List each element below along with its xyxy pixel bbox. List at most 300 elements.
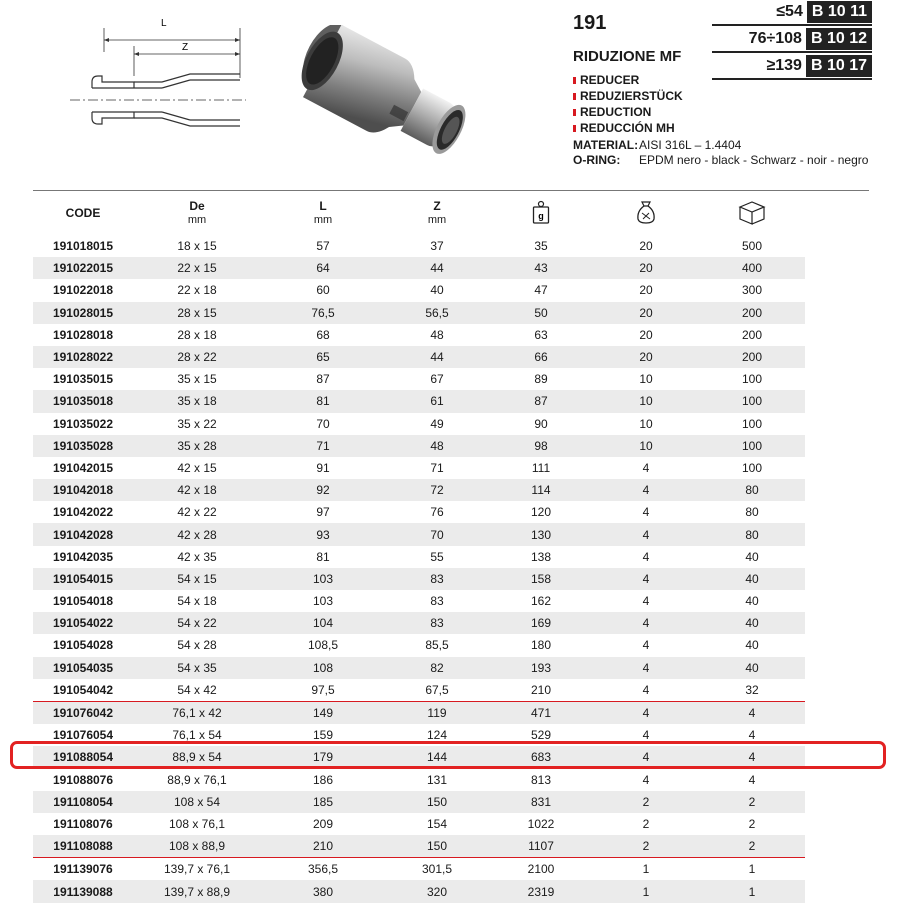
cell-weight: 138 [530, 549, 552, 564]
cell-weight: 43 [489, 257, 593, 279]
cell-weight: 114 [489, 479, 593, 501]
cell-spacer [805, 457, 869, 479]
translation-item [573, 88, 683, 104]
cell-box-qty: 4 [748, 772, 756, 787]
cell-box-qty: 40 [699, 612, 805, 634]
cell-bag-qty: 10 [593, 435, 699, 457]
cell-z: 320 [385, 880, 489, 902]
cell-l: 60 [316, 283, 330, 298]
cell-l: 91 [316, 460, 330, 475]
table-row [33, 590, 869, 612]
size-badges [712, 0, 872, 81]
table-row [33, 701, 869, 724]
cell-l: 97 [316, 505, 330, 520]
translation-item [573, 120, 683, 136]
cell-box-qty: 40 [745, 549, 759, 564]
cell-l: 108 [261, 657, 385, 679]
cell-z: 83 [385, 612, 489, 634]
cell-box-qty: 200 [699, 302, 805, 324]
table-row [33, 257, 869, 279]
box-icon [737, 199, 767, 225]
oring-row [573, 153, 873, 168]
cell-bag-qty: 4 [642, 549, 650, 564]
cell-spacer [805, 634, 869, 656]
cell-code: 191139088 [33, 880, 133, 902]
cell-bag-qty: 10 [639, 416, 653, 431]
cell-z: 85,5 [425, 638, 449, 653]
cell-z: 40 [430, 283, 444, 298]
cell-z: 119 [385, 701, 489, 724]
cell-l: 380 [261, 880, 385, 902]
cell-box-qty: 2 [699, 835, 805, 858]
cell-z: 76 [430, 505, 444, 520]
cell-code: 191028022 [33, 346, 133, 368]
cell-bag-qty: 2 [642, 816, 650, 831]
label-l: L [161, 18, 167, 29]
cell-box-qty: 1 [699, 880, 805, 902]
cell-z: 61 [385, 390, 489, 412]
cell-bag-qty: 4 [593, 657, 699, 679]
cell-box-qty: 80 [699, 479, 805, 501]
cell-box-qty: 2 [699, 791, 805, 813]
cell-code: 191028018 [52, 327, 114, 342]
cell-de: 139,7 x 76,1 [133, 858, 261, 881]
cell-z: 83 [385, 568, 489, 590]
translation-item [573, 104, 683, 120]
cell-l: 103 [312, 594, 334, 609]
cell-spacer [805, 568, 869, 590]
table-body [33, 235, 869, 903]
cell-spacer [805, 346, 869, 368]
bullet-icon [573, 93, 576, 100]
cell-weight: 98 [489, 435, 593, 457]
table-row [33, 413, 869, 435]
cell-de: 28 x 18 [177, 327, 217, 342]
cell-l: 65 [261, 346, 385, 368]
product-photo [275, 25, 485, 165]
cell-z: 131 [426, 772, 448, 787]
cell-code: 191054042 [52, 682, 114, 697]
cell-weight: 210 [530, 682, 552, 697]
cell-weight: 89 [534, 372, 548, 387]
cell-code: 191035022 [52, 416, 114, 431]
cell-box-qty: 100 [699, 390, 805, 412]
cell-bag-qty: 20 [593, 346, 699, 368]
cell-spacer [805, 612, 869, 634]
cell-code: 191035028 [33, 435, 133, 457]
table-row [33, 679, 869, 702]
cell-l: 104 [261, 612, 385, 634]
cell-z: 150 [385, 835, 489, 858]
translation-text: REDUCCIÓN MH [580, 121, 675, 135]
cell-box-qty: 200 [699, 346, 805, 368]
cell-weight: 169 [489, 612, 593, 634]
table-row [33, 634, 869, 656]
cell-l: 356,5 [261, 858, 385, 881]
cell-spacer [805, 302, 869, 324]
cell-z: 144 [385, 746, 489, 768]
table-row [33, 457, 869, 479]
translation-text: REDUCER [580, 73, 640, 87]
cell-code: 191054015 [33, 568, 133, 590]
highlight-box [10, 741, 886, 769]
cell-box-qty: 400 [699, 257, 805, 279]
cell-l: 68 [316, 327, 330, 342]
cell-spacer [805, 368, 869, 390]
cell-de: 54 x 35 [133, 657, 261, 679]
cell-box-qty: 4 [699, 746, 805, 768]
label-z: Z [182, 42, 189, 53]
cell-l: 209 [312, 816, 334, 831]
header-bag [593, 191, 699, 236]
product-table [33, 190, 869, 903]
cell-weight: 35 [534, 239, 548, 254]
dimension-diagram [62, 16, 248, 140]
table-row [33, 346, 869, 368]
material-row [573, 138, 873, 153]
cell-spacer [805, 435, 869, 457]
cell-weight: 50 [489, 302, 593, 324]
table-row [33, 791, 869, 813]
cell-de: 42 x 35 [177, 549, 217, 564]
cell-bag-qty: 4 [642, 460, 650, 475]
cell-code: 191054018 [52, 594, 114, 609]
cell-z: 83 [430, 594, 444, 609]
cell-weight: 1107 [489, 835, 593, 858]
table-row [33, 568, 869, 590]
cell-z: 48 [430, 327, 444, 342]
badge-range: ≤54 [776, 3, 803, 20]
cell-weight: 66 [489, 346, 593, 368]
cell-bag-qty: 4 [593, 479, 699, 501]
cell-box-qty: 300 [741, 283, 763, 298]
table-header-row [33, 191, 869, 236]
cell-weight: 683 [489, 746, 593, 768]
cell-spacer [805, 880, 869, 902]
cell-de: 54 x 42 [177, 682, 217, 697]
cell-spacer [805, 523, 869, 545]
cell-spacer [805, 257, 869, 279]
cell-de: 139,7 x 88,9 [133, 880, 261, 902]
header-weight [489, 191, 593, 236]
cell-weight: 158 [489, 568, 593, 590]
table-row [33, 279, 869, 301]
cell-de: 54 x 15 [133, 568, 261, 590]
cell-bag-qty: 4 [593, 612, 699, 634]
cell-code: 191042035 [52, 549, 114, 564]
badge-range: 76÷108 [748, 30, 802, 47]
badge-code: B 10 12 [806, 28, 872, 50]
cell-code: 191108054 [33, 791, 133, 813]
cell-code: 191088076 [52, 772, 114, 787]
cell-code: 191042018 [33, 479, 133, 501]
cell-de: 108 x 54 [133, 791, 261, 813]
cell-box-qty: 100 [741, 372, 763, 387]
badge-code: B 10 11 [807, 1, 872, 23]
cell-bag-qty: 20 [639, 239, 653, 254]
cell-code: 191042015 [52, 460, 114, 475]
cell-bag-qty: 4 [642, 638, 650, 653]
cell-bag-qty: 1 [593, 858, 699, 881]
cell-z: 301,5 [385, 858, 489, 881]
cell-weight: 130 [489, 523, 593, 545]
table-row [33, 612, 869, 634]
cell-z: 37 [430, 239, 444, 254]
cell-de: 54 x 28 [177, 638, 217, 653]
cell-weight: 471 [489, 701, 593, 724]
cell-spacer [805, 701, 869, 724]
cell-bag-qty: 2 [593, 791, 699, 813]
cell-spacer [805, 858, 869, 881]
cell-z: 67,5 [425, 682, 449, 697]
cell-code: 191139076 [33, 858, 133, 881]
cell-weight: 180 [530, 638, 552, 653]
table-row [33, 523, 869, 545]
cell-spacer [805, 501, 869, 523]
cell-weight: 63 [534, 327, 548, 342]
material-label: MATERIAL: [573, 138, 639, 152]
size-badge [712, 27, 872, 53]
product-name: RIDUZIONE MF [573, 48, 682, 65]
cell-l: 76,5 [261, 302, 385, 324]
bullet-icon [573, 109, 576, 116]
table-row [33, 546, 869, 568]
weight-g-icon [532, 200, 550, 224]
cell-z: 49 [430, 416, 444, 431]
cell-de: 42 x 28 [133, 523, 261, 545]
cell-z: 70 [385, 523, 489, 545]
cell-box-qty: 2 [748, 816, 756, 831]
cell-weight: 529 [530, 728, 552, 743]
material-value: AISI 316L – 1.4404 [639, 138, 742, 152]
cell-box-qty: 40 [745, 594, 759, 609]
table-row [33, 657, 869, 679]
cell-spacer [805, 413, 869, 435]
cell-de: 88,9 x 54 [133, 746, 261, 768]
cell-code: 191028015 [33, 302, 133, 324]
cell-l: 64 [261, 257, 385, 279]
cell-l: 108,5 [307, 638, 339, 653]
size-badge [712, 54, 872, 80]
cell-bag-qty: 4 [642, 772, 650, 787]
table-row [33, 813, 869, 835]
cell-weight: 193 [489, 657, 593, 679]
cell-spacer [805, 479, 869, 501]
cell-bag-qty: 20 [593, 302, 699, 324]
cell-spacer [805, 546, 869, 568]
cell-box-qty: 40 [745, 638, 759, 653]
cell-de: 76,1 x 54 [172, 728, 222, 743]
bag-icon [635, 199, 657, 225]
table-row [33, 769, 869, 791]
cell-l: 87 [316, 372, 330, 387]
cell-de: 88,9 x 76,1 [167, 772, 227, 787]
cell-de: 35 x 28 [133, 435, 261, 457]
table-row [33, 435, 869, 457]
cell-weight: 90 [534, 416, 548, 431]
cell-de: 22 x 18 [177, 283, 217, 298]
table-row [33, 324, 869, 346]
header-box [699, 191, 805, 236]
cell-de: 54 x 18 [177, 594, 217, 609]
cell-de: 76,1 x 42 [133, 701, 261, 724]
cell-box-qty: 100 [741, 416, 763, 431]
cell-de: 28 x 22 [133, 346, 261, 368]
translations-list [573, 72, 683, 136]
cell-spacer [805, 324, 869, 346]
cell-de: 42 x 15 [177, 460, 217, 475]
cell-de: 35 x 22 [177, 416, 217, 431]
cell-z: 72 [385, 479, 489, 501]
header-code: CODE [33, 191, 133, 236]
header-l: L mm [261, 191, 385, 236]
oring-label: O-RING: [573, 153, 621, 167]
bullet-icon [573, 125, 576, 132]
cell-l: 179 [261, 746, 385, 768]
cell-box-qty: 40 [699, 568, 805, 590]
bullet-icon [573, 77, 576, 84]
cell-de: 22 x 15 [133, 257, 261, 279]
cell-z: 48 [385, 435, 489, 457]
cell-z: 44 [385, 257, 489, 279]
table-row [33, 390, 869, 412]
cell-box-qty: 4 [748, 728, 756, 743]
specs-block [573, 138, 873, 168]
cell-weight: 813 [530, 772, 552, 787]
size-badge [712, 0, 872, 26]
cell-l: 71 [261, 435, 385, 457]
cell-z: 67 [430, 372, 444, 387]
cell-bag-qty: 20 [639, 327, 653, 342]
translation-text: REDUCTION [580, 105, 652, 119]
cell-l: 185 [261, 791, 385, 813]
table-row [33, 302, 869, 324]
cell-code: 191076042 [33, 701, 133, 724]
product-code: 191 [573, 12, 607, 34]
cell-code: 191042028 [33, 523, 133, 545]
table-row [33, 368, 869, 390]
cell-spacer [805, 769, 869, 791]
cell-bag-qty: 10 [593, 390, 699, 412]
cell-box-qty: 32 [745, 682, 759, 697]
cell-box-qty: 100 [741, 460, 763, 475]
cell-weight: 831 [489, 791, 593, 813]
cell-code: 191022015 [33, 257, 133, 279]
cell-z: 124 [426, 728, 448, 743]
cell-weight: 2100 [489, 858, 593, 881]
cell-bag-qty: 4 [642, 728, 650, 743]
cell-z: 82 [385, 657, 489, 679]
cell-de: 35 x 18 [133, 390, 261, 412]
cell-code: 191054022 [33, 612, 133, 634]
cell-de: 42 x 22 [177, 505, 217, 520]
cell-l: 103 [261, 568, 385, 590]
translation-item [573, 72, 683, 88]
cell-spacer [805, 791, 869, 813]
cell-box-qty: 4 [699, 701, 805, 724]
cell-bag-qty: 4 [593, 523, 699, 545]
table-row [33, 880, 869, 902]
cell-l: 93 [261, 523, 385, 545]
cell-l: 81 [261, 390, 385, 412]
cell-l: 149 [261, 701, 385, 724]
cell-z: 56,5 [385, 302, 489, 324]
badge-code: B 10 17 [806, 55, 872, 77]
cell-box-qty: 1 [699, 858, 805, 881]
cell-spacer [805, 390, 869, 412]
cell-code: 191035015 [52, 372, 114, 387]
cell-code: 191035018 [33, 390, 133, 412]
cell-l: 210 [261, 835, 385, 858]
table-row [33, 858, 869, 881]
table-row [33, 835, 869, 858]
cell-bag-qty: 4 [593, 701, 699, 724]
cell-l: 97,5 [311, 682, 335, 697]
cell-code: 191054028 [52, 638, 114, 653]
badge-range: ≥139 [766, 57, 802, 74]
cell-de: 108 x 76,1 [168, 816, 226, 831]
header-spacer [805, 191, 869, 236]
table-row [33, 235, 869, 257]
cell-de: 42 x 18 [133, 479, 261, 501]
cell-box-qty: 500 [741, 239, 763, 254]
dimension-l [104, 18, 240, 78]
cell-bag-qty: 2 [593, 835, 699, 858]
cell-code: 191042022 [52, 505, 114, 520]
cell-weight: 47 [534, 283, 548, 298]
header-de: De mm [133, 191, 261, 236]
cell-weight: 111 [531, 460, 551, 475]
oring-value: EPDM nero - black - Schwarz - noir - negro [639, 153, 869, 167]
cell-code: 191108088 [33, 835, 133, 858]
cell-box-qty: 100 [699, 435, 805, 457]
cell-l: 57 [316, 239, 330, 254]
cell-weight: 1022 [527, 816, 555, 831]
translation-text: REDUZIERSTÜCK [580, 89, 683, 103]
cell-bag-qty: 20 [639, 283, 653, 298]
cell-z: 71 [430, 460, 444, 475]
cell-bag-qty: 20 [593, 257, 699, 279]
cell-weight: 120 [530, 505, 552, 520]
cell-code: 191054035 [33, 657, 133, 679]
cell-code: 191076054 [52, 728, 114, 743]
cell-bag-qty: 4 [642, 682, 650, 697]
cell-l: 92 [261, 479, 385, 501]
dimension-z [134, 42, 240, 76]
cell-de: 108 x 88,9 [133, 835, 261, 858]
cell-spacer [805, 590, 869, 612]
cell-box-qty: 200 [741, 327, 763, 342]
cell-bag-qty: 4 [593, 568, 699, 590]
cell-box-qty: 80 [699, 523, 805, 545]
cell-weight: 2319 [489, 880, 593, 902]
table-row [33, 501, 869, 523]
cell-spacer [805, 235, 869, 257]
cell-spacer [805, 279, 869, 301]
cell-de: 18 x 15 [177, 239, 217, 254]
cell-de: 35 x 15 [177, 372, 217, 387]
cell-code: 191022018 [52, 283, 114, 298]
cell-z: 154 [426, 816, 448, 831]
cell-spacer [805, 835, 869, 858]
cell-z: 55 [430, 549, 444, 564]
cell-de: 54 x 22 [133, 612, 261, 634]
cell-z: 44 [385, 346, 489, 368]
header-z: Z mm [385, 191, 489, 236]
table-row [33, 479, 869, 501]
cell-code: 191018015 [52, 239, 114, 254]
cell-z: 150 [385, 791, 489, 813]
